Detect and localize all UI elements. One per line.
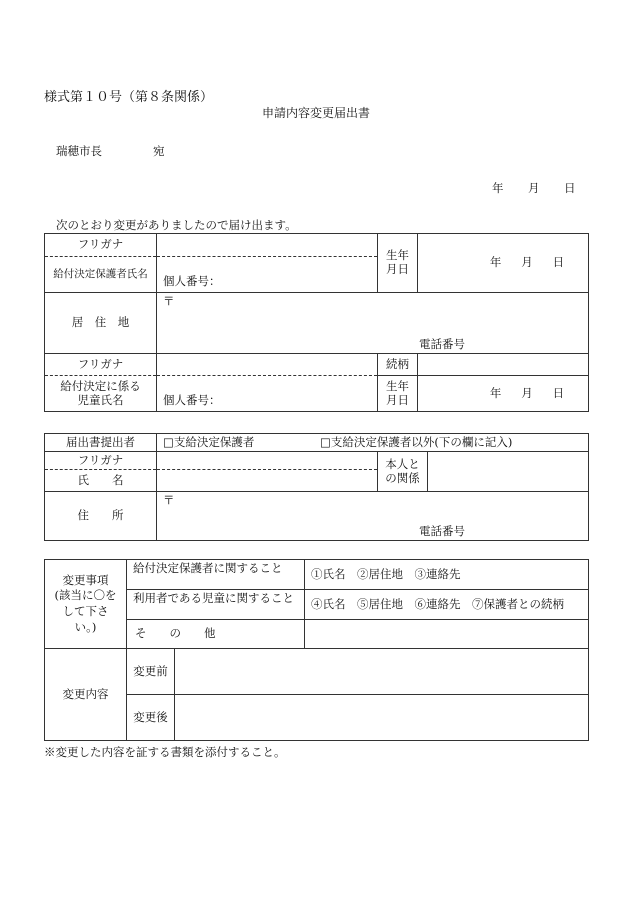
footnote: ※変更した内容を証する書類を添付すること。 [44,745,286,759]
birth-label: 生年 月日 [378,234,418,293]
change-table [44,559,589,741]
change-content-label: 変更内容 [45,649,127,741]
option-guardian[interactable]: □支給決定保護者 [163,434,255,449]
intro-text: 次のとおり変更がありましたので届け出ます。 [56,218,297,232]
relation-label: 続柄 [378,354,418,376]
child-birth-month: 月 [521,385,533,400]
child-birth-label: 生年 月日 [378,376,418,412]
child-birth-day: 日 [552,385,565,400]
furigana-label: フリガナ [45,234,157,257]
submitter-label: 届出書提出者 [45,434,157,452]
guardian-name-label: 給付決定保護者氏名 [45,257,157,293]
submitter-furigana-field[interactable] [157,452,378,470]
after-field[interactable] [175,695,589,741]
birth-year: 年 [489,255,502,270]
birth-month: 月 [521,255,533,270]
date-month: 月 [528,181,540,195]
relation-field[interactable] [418,354,589,376]
applicant-table [44,233,589,412]
submitter-table [44,433,589,541]
submitter-relation-field[interactable] [428,452,589,492]
address-field[interactable] [157,293,589,354]
date-day: 日 [564,181,576,195]
birth-date-field[interactable] [418,234,589,293]
form-number: 様式第１０号（第８条関係） [44,90,214,105]
phone-label: 電話番号 [419,337,465,352]
honorific: 宛 [153,144,165,158]
guardian-name-field[interactable] [157,257,378,293]
option-other[interactable]: □支給決定保護者以外(下の欄に記入) [320,434,513,449]
other-change-label: そ の 他 [127,620,305,649]
guardian-change-label: 給付決定保護者に関すること [127,560,305,590]
submitter-options [157,434,589,452]
child-change-label: 利用者である児童に関すること [127,590,305,620]
before-field[interactable] [175,649,589,695]
other-change-field[interactable] [305,620,589,649]
submitter-name-field[interactable] [157,470,378,492]
submitter-relation-label: 本人と の関係 [378,452,428,492]
form-title: 申請内容変更届出書 [262,106,371,120]
before-label: 変更前 [127,649,175,695]
child-personal-number-label: 個人番号： [163,393,221,408]
submitter-phone-label: 電話番号 [419,524,465,539]
submitter-postal-mark: 〒 [163,493,175,507]
child-birth-date-field[interactable] [418,376,589,412]
submitter-address-label: 住 所 [45,492,157,541]
guardian-change-options[interactable]: ①氏名 ②居住地 ③連絡先 [305,560,589,590]
address-label: 居 住 地 [45,293,157,354]
change-items-label: 変更事項 (該当に〇を して下さ い。) [45,560,127,649]
child-change-options[interactable]: ④氏名 ⑤居住地 ⑥連絡先 ⑦保護者との続柄 [305,590,589,620]
after-label: 変更後 [127,695,175,741]
guardian-furigana-field[interactable] [157,234,378,257]
submitter-furigana-label: フリガナ [45,452,157,470]
personal-number-label: 個人番号： [163,274,221,289]
child-birth-year: 年 [489,385,502,400]
submitter-name-label: 氏 名 [45,470,157,492]
child-name-label: 給付決定に係る 児童氏名 [45,376,157,412]
submitter-address-field[interactable] [157,492,589,541]
date-year: 年 [492,181,504,195]
child-name-field[interactable] [157,376,378,412]
birth-day: 日 [552,255,565,270]
mayor-label: 瑞穂市長 [56,144,102,158]
child-furigana-field[interactable] [157,354,378,376]
postal-mark: 〒 [163,294,175,308]
child-furigana-label: フリガナ [45,354,157,376]
